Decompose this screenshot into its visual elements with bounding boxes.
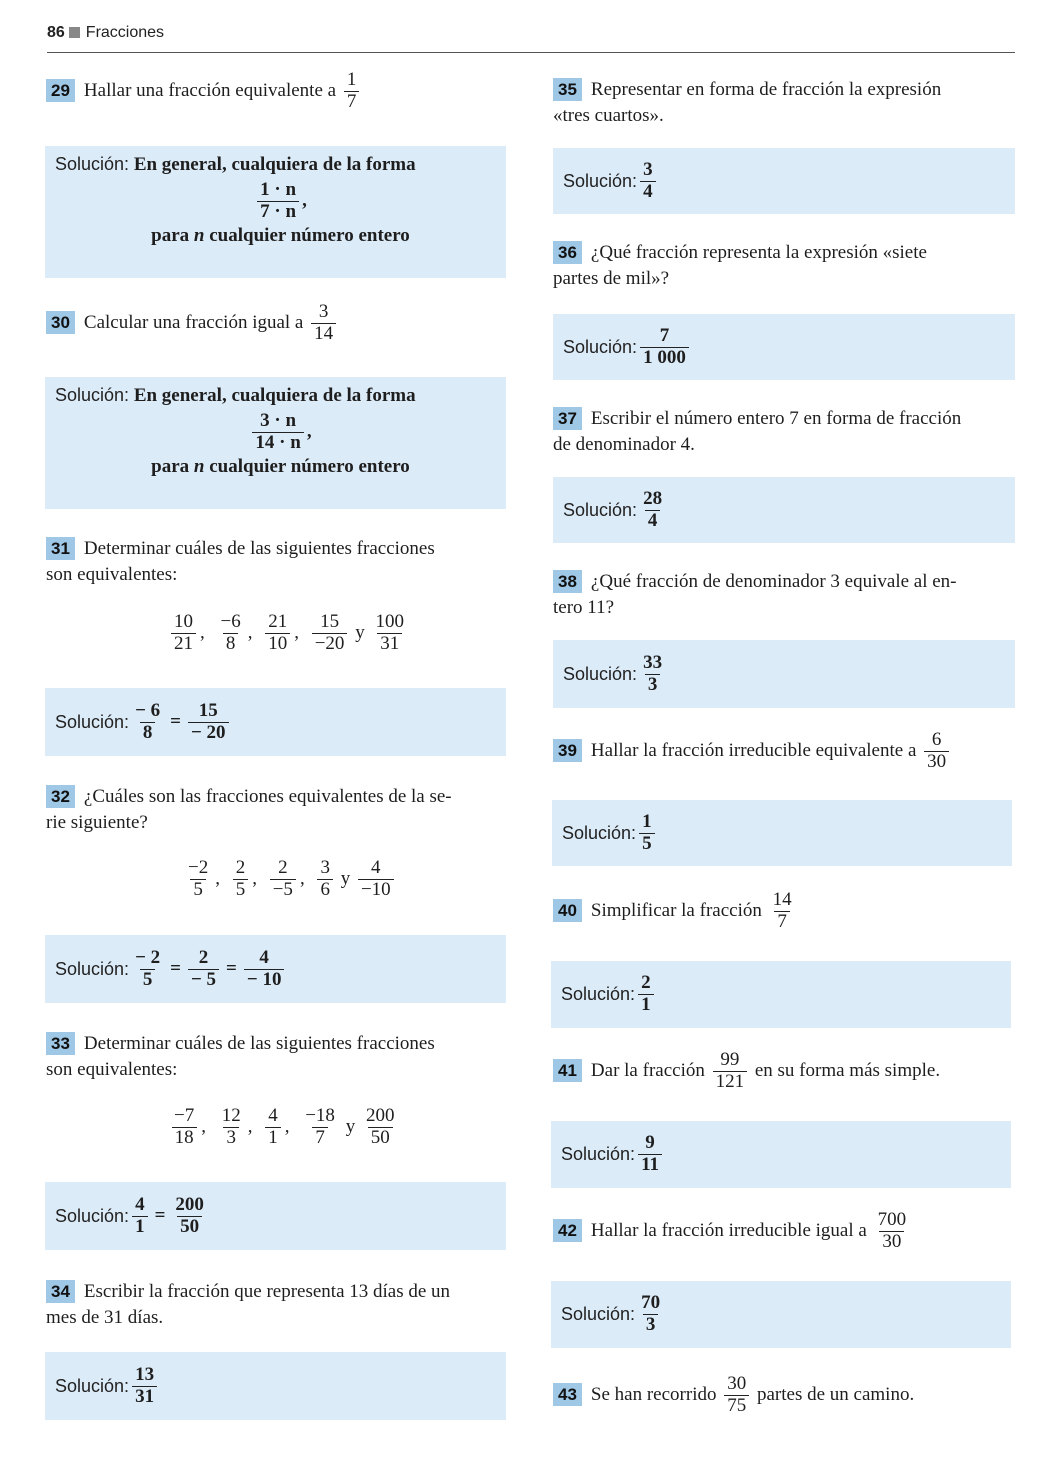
fraction: $\frac{1 \cdot n}{7 \cdot n}$ [257, 180, 299, 223]
problem-text: partes de mil»? [553, 268, 670, 289]
solution-39: Solución: $\frac{1}{5}$ [552, 800, 1012, 866]
problem-33 [46, 1031, 508, 1083]
problem-text: mes de 31 días. [46, 1307, 164, 1328]
solution-label: Solución: [561, 1304, 636, 1324]
fraction: $\frac{3}{14}$ [311, 302, 336, 345]
fraction: $\frac{1}{7}$ [344, 70, 360, 113]
problem-30 [46, 302, 339, 345]
problem-36 [553, 240, 1015, 292]
problem-text: Hallar una fracción equivalente a [83, 79, 337, 101]
problem-text: Dar la fracción [590, 1059, 705, 1081]
solution-40: Solución: $\frac{2}{1}$ [551, 961, 1011, 1028]
problem-41 [553, 1050, 940, 1093]
problem-text: «tres cuartos». [553, 105, 664, 126]
problem-number: 43 [553, 1383, 582, 1406]
problem-number: 29 [46, 79, 75, 102]
solution-34: Solución: $\frac{13}{31}$ [45, 1352, 506, 1420]
fraction-series-33: $\frac{-7}{18}$ , $\frac{12}{3}$ , $\frac{4}{1}$ , $\frac{-18}{7}$ y $\frac{200}{50}$ [168, 1106, 400, 1149]
solution-label: Solución: [55, 385, 130, 405]
problem-text: de denominador 4. [553, 434, 695, 455]
solution-label: Solución: [563, 663, 638, 684]
problem-34 [46, 1279, 508, 1331]
fraction-series-32: $\frac{-2}{5}$ , $\frac{2}{5}$ , $\frac{2}{-5}$ , $\frac{3}{6}$ y $\frac{4}{-10}$ [182, 858, 397, 901]
solution-30: Solución: En general, cualquiera de la forma $\frac{3 \cdot n}{14 \cdot n}$ , para n cualquier número entero [45, 377, 506, 509]
problem-32 [46, 784, 508, 836]
problem-40 [553, 890, 798, 933]
problem-text: Determinar cuáles de las siguientes fracciones [83, 1033, 435, 1054]
fraction: $\frac{700}{30}$ [877, 1209, 907, 1252]
solution-label: Solución: [55, 1375, 130, 1396]
solution-label: Solución: [561, 984, 636, 1004]
problem-number: 40 [553, 899, 582, 922]
problem-number: 35 [553, 78, 582, 101]
solution-label: Solución: [562, 822, 637, 843]
solution-label: Solución: [55, 711, 130, 732]
problem-number: 37 [553, 407, 582, 430]
problem-number: 42 [553, 1219, 582, 1242]
solution-32: Solución: $\frac{- 2}{5}$ = $\frac{2}{- 5}$ = $\frac{4}{- 10}$ [45, 935, 506, 1003]
problem-text: Escribir el número entero 7 en forma de fracción [590, 408, 962, 429]
fraction: $\frac{3 \cdot n}{14 \cdot n}$ [252, 411, 303, 454]
problem-text: son equivalentes: [46, 1059, 178, 1080]
problem-text: Determinar cuáles de las siguientes fracciones [83, 538, 435, 559]
problem-text: Hallar la fracción irreducible equivalente a [590, 739, 917, 761]
problem-number: 36 [553, 241, 582, 264]
problem-number: 39 [553, 739, 582, 762]
problem-text: ¿Cuáles son las fracciones equivalentes de la se- [83, 786, 452, 807]
problem-text: Se han recorrido [590, 1383, 717, 1405]
fraction-series-31: $\frac{10}{21}$ , $\frac{-6}{8}$ , $\frac{21}{10}$ , $\frac{15}{-20}$ y $\frac{100}{31}$ [168, 612, 410, 655]
problem-text: Simplificar la fracción [590, 899, 762, 921]
solution-label: Solución: [55, 958, 130, 979]
problem-text: Calcular una fracción igual a [83, 311, 304, 333]
problem-text: Escribir la fracción que representa 13 días de un [83, 1281, 451, 1302]
problem-43 [553, 1374, 914, 1417]
solution-label: Solución: [561, 1144, 636, 1164]
solution-label: Solución: [563, 499, 638, 520]
problem-number: 32 [46, 785, 75, 808]
problem-number: 38 [553, 570, 582, 593]
problem-38 [553, 569, 1015, 621]
solution-38: Solución: $\frac{33}{3}$ [553, 640, 1015, 708]
problem-text: Representar en forma de fracción la expresión [590, 79, 942, 100]
problem-number: 30 [46, 311, 75, 334]
problem-39 [553, 730, 952, 773]
fraction: $\frac{30}{75}$ [724, 1374, 749, 1417]
page-number: 86 [47, 24, 65, 41]
page-header [47, 24, 1015, 53]
solution-41: Solución: $\frac{9}{11}$ [551, 1121, 1011, 1188]
problem-number: 31 [46, 537, 75, 560]
problem-text: Hallar la fracción irreducible igual a [590, 1219, 867, 1241]
problem-37 [553, 406, 1015, 458]
problem-number: 41 [553, 1059, 582, 1082]
problem-29 [46, 70, 362, 113]
problem-text: ¿Qué fracción representa la expresión «siete [590, 242, 927, 263]
section-title: Fracciones [85, 24, 165, 41]
solution-36: Solución: $\frac{7}{1 000}$ [553, 314, 1015, 380]
problem-text: son equivalentes: [46, 564, 178, 585]
solution-31: Solución: $\frac{- 6}{8}$ = $\frac{15}{- 20}$ [45, 688, 506, 756]
problem-31 [46, 536, 508, 588]
solution-label: Solución: [563, 336, 638, 357]
solution-37: Solución: $\frac{28}{4}$ [553, 477, 1015, 543]
problem-number: 34 [46, 1280, 75, 1303]
problem-text: partes de un camino. [756, 1383, 915, 1405]
problem-text: tero 11? [553, 597, 615, 618]
fraction: $\frac{14}{7}$ [772, 889, 792, 932]
problem-42 [553, 1210, 912, 1253]
problem-35 [553, 77, 1015, 129]
solution-label: Solución: [55, 1205, 130, 1226]
solution-label: Solución: [563, 170, 638, 191]
problem-number: 33 [46, 1032, 75, 1055]
solution-35: Solución: $\frac{3}{4}$ [553, 148, 1015, 214]
problem-text: en su forma más simple. [754, 1059, 941, 1081]
square-icon [69, 27, 80, 38]
fraction: $\frac{6}{30}$ [924, 730, 949, 773]
solution-text: En general, cualquiera de la forma [133, 154, 416, 175]
solution-42: Solución: $\frac{70}{3}$ [551, 1281, 1011, 1348]
problem-text: ¿Qué fracción de denominador 3 equivale al en- [590, 571, 957, 592]
fraction: $\frac{99}{121}$ [713, 1050, 748, 1093]
solution-text: En general, cualquiera de la forma [133, 385, 416, 406]
solution-29: Solución: En general, cualquiera de la forma $\frac{1 \cdot n}{7 \cdot n}$ , para n cualquier número entero [45, 146, 506, 278]
solution-label: Solución: [55, 154, 130, 174]
problem-text: rie siguiente? [46, 812, 148, 833]
solution-33: Solución: $\frac{4}{1}$ = $\frac{200}{50}$ [45, 1182, 506, 1250]
